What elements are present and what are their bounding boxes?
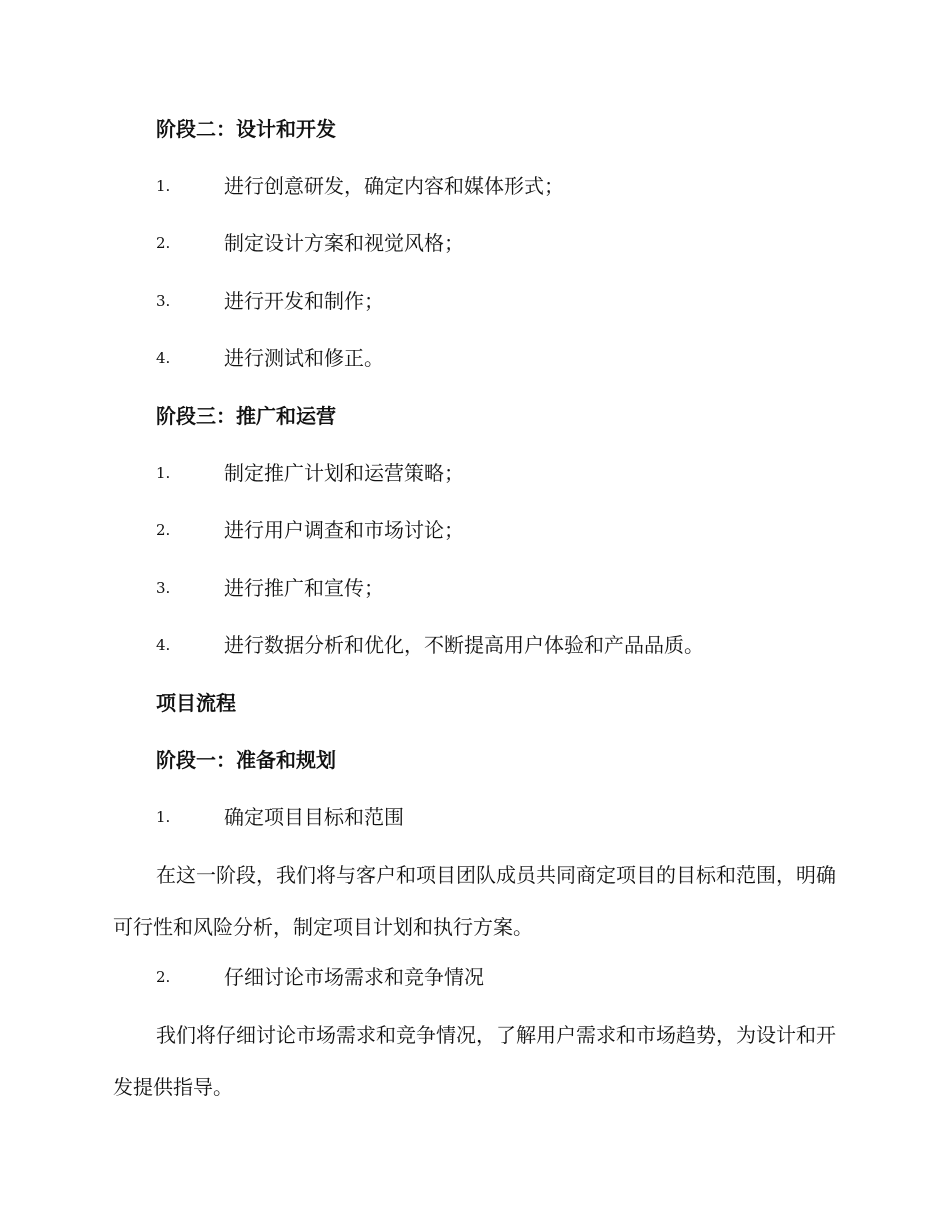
list-number: 1.	[156, 177, 171, 195]
list-text: 进行开发和制作；	[224, 289, 384, 313]
list-text: 进行推广和宣传；	[224, 576, 384, 600]
list-number: 1.	[156, 808, 171, 826]
list-text: 进行创意研发，确定内容和媒体形式；	[224, 174, 564, 198]
process-title: 项目流程	[156, 691, 236, 715]
list-text: 进行用户调查和市场讨论；	[224, 518, 464, 542]
list-number: 2.	[156, 968, 171, 986]
section-heading-phase-3: 阶段三：推广和运营	[156, 404, 336, 428]
section-heading-phase-1: 阶段一：准备和规划	[156, 748, 336, 772]
list-number: 2.	[156, 234, 171, 252]
step2-paragraph: 我们将仔细讨论市场需求和竞争情况，了解用户需求和市场趋势，为设计和开发提供指导。	[113, 1023, 836, 1099]
section-heading-phase-2: 阶段二：设计和开发	[156, 117, 336, 141]
list-text: 制定设计方案和视觉风格；	[224, 231, 464, 255]
list-number: 2.	[156, 521, 171, 539]
list-number: 1.	[156, 464, 171, 482]
step1-paragraph: 在这一阶段，我们将与客户和项目团队成员共同商定项目的目标和范围，明确可行性和风险分析，制定项目计划和执行方案。	[113, 863, 836, 939]
list-text: 制定推广计划和运营策略；	[224, 461, 464, 485]
list-text: 进行数据分析和优化，不断提高用户体验和产品品质。	[224, 633, 704, 657]
list-number: 4.	[156, 349, 171, 367]
list-text: 确定项目目标和范围	[224, 805, 404, 829]
list-number: 4.	[156, 636, 171, 654]
list-number: 3.	[156, 579, 171, 597]
list-text: 仔细讨论市场需求和竞争情况	[224, 965, 484, 989]
list-number: 3.	[156, 292, 171, 310]
list-text: 进行测试和修正。	[224, 346, 384, 370]
